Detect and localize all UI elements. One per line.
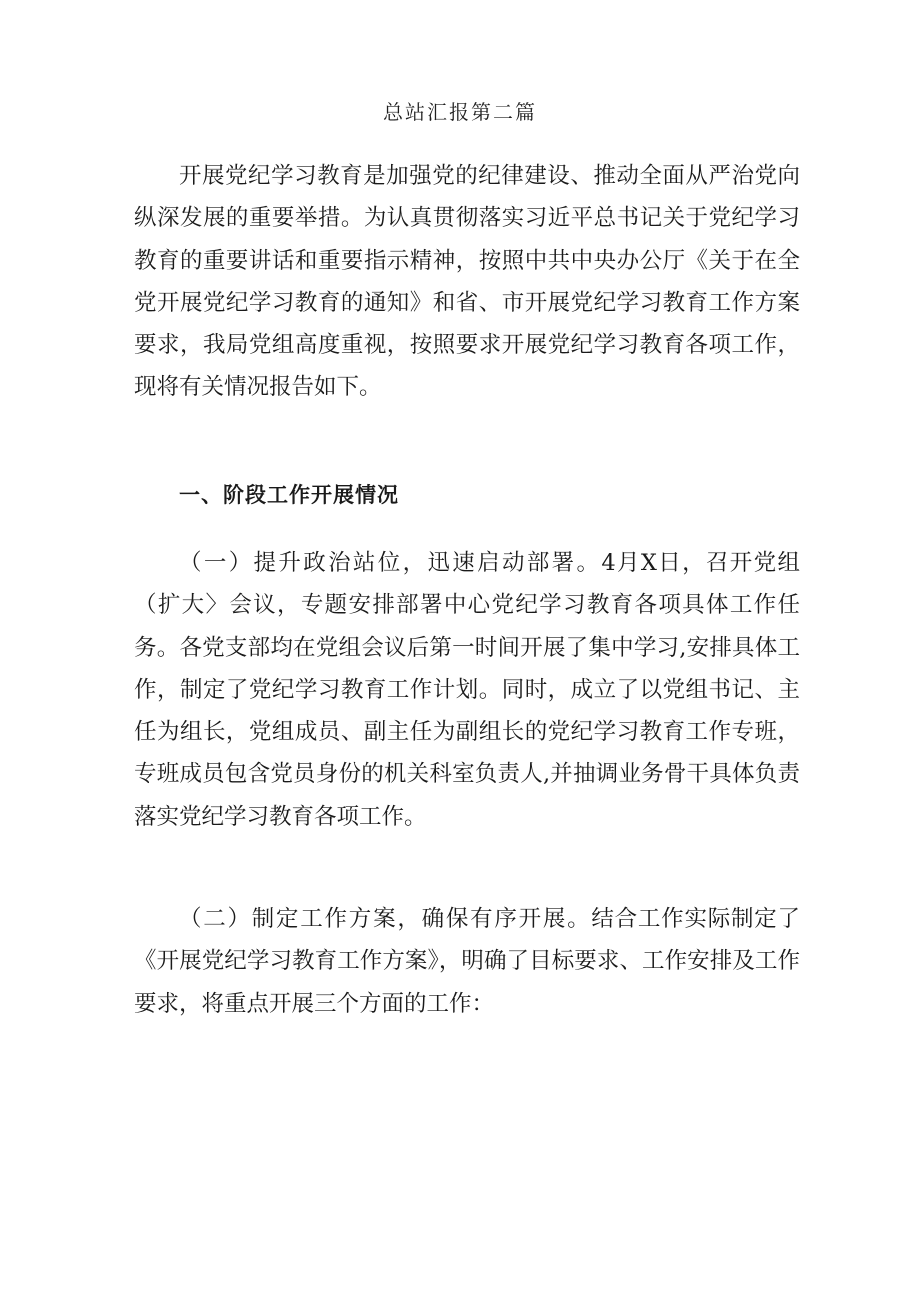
section-heading: 一、阶段工作开展情况 (179, 482, 399, 507)
intro-paragraph: 开展党纪学习教育是加强党的纪律建设、推动全面从严治党向纵深发展的重要举措。为认真贯彻落实习近平总书记关于党纪学习教育的重要讲话和重要指示精神，按照中共中央办公厅《关于在全党开展党纪学习教育的通知》和省、市开展党纪学习教育工作方案要求，我局党组高度重视，按照要求开展党纪学习教育各项工作，现将有关情况报告如下。 (134, 163, 800, 401)
item-1-subhead: （一）提升政治站位，迅速启动部署。 (179, 550, 602, 576)
item-2-paragraph (134, 898, 800, 1025)
item-2-subhead: （二）制定工作方案，确保有序开展。 (179, 906, 592, 932)
document-title: 总站汇报第二篇 (383, 100, 537, 124)
item-2-body: 结合工作实际制定了《开展党纪学习教育工作方案》，明确了目标要求、工作安排及工作要求，将重点开展三个方面的工作： (134, 906, 800, 1017)
item-1-body: 4月X日，召开党组（扩大〉会议，专题安排部署中心党纪学习教育各项具体工作任务。各党支部均在党组会议后第一时间开展了集中学习,安排具体工作，制定了党纪学习教育工作计划。同时，成立了以党组书记、主任为组长，党组成员、副主任为副组长的党纪学习教育工作专班，专班成员包含党员身份的机关科室负责人,并抽调业务骨干具体负责落实党纪学习教育各项工作。 (134, 550, 800, 830)
item-1-paragraph (134, 542, 800, 838)
